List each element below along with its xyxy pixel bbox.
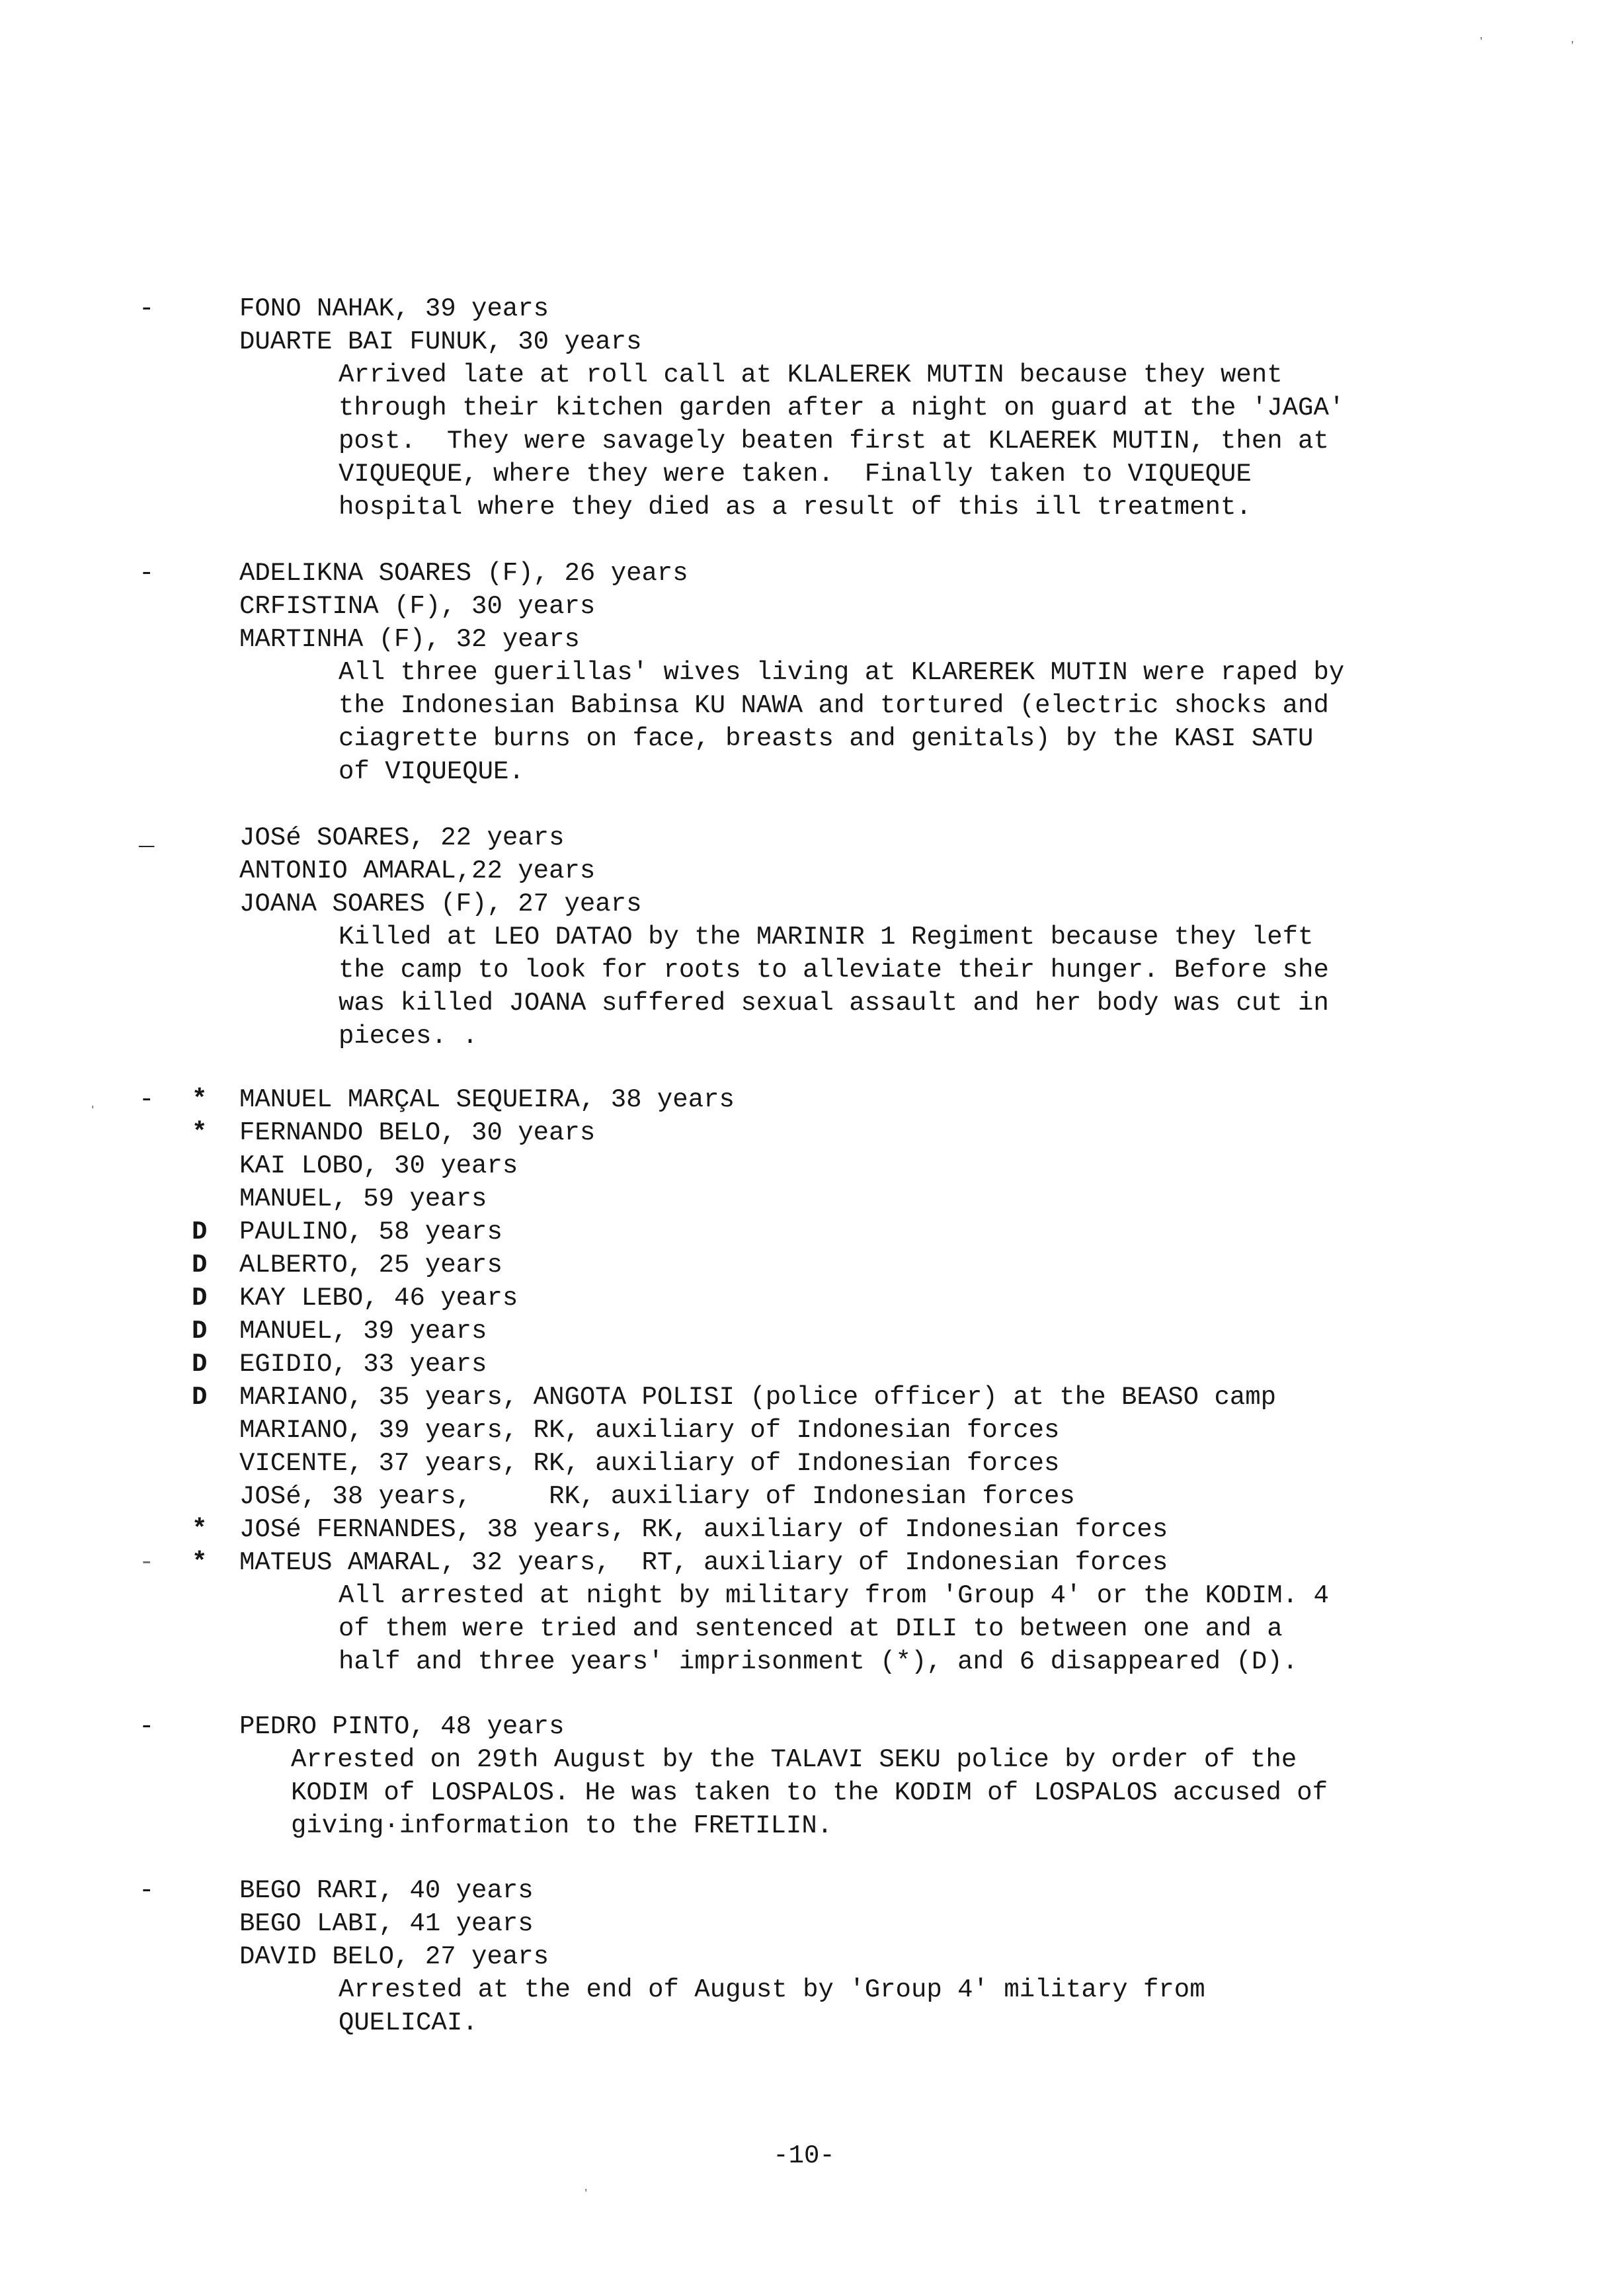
status-mark: *	[192, 1515, 208, 1544]
person-name: JOSé SOARES, 22 years	[239, 823, 565, 852]
person-name: ALBERTO, 25 years	[239, 1250, 502, 1280]
person-name: DAVID BELO, 27 years	[239, 1942, 549, 1971]
description-line: KODIM of LOSPALOS. He was taken to the KODIM of LOSPALOS accused of	[291, 1778, 1328, 1807]
entry-dash: -	[139, 1085, 155, 1114]
description-line: the camp to look for roots to alleviate their hunger. Before she	[339, 956, 1329, 985]
description-line: ciagrette burns on face, breasts and genitals) by the KASI SATU	[339, 724, 1314, 753]
description-line: through their kitchen garden after a night on guard at the 'JAGA'	[339, 393, 1345, 423]
scan-speck: '	[1570, 40, 1576, 51]
status-mark: *	[192, 1548, 208, 1577]
person-name: JOSé FERNANDES, 38 years, RK, auxiliary of Indonesian forces	[239, 1515, 1168, 1544]
person-name: EGIDIO, 33 years	[239, 1350, 487, 1379]
entry-5	[0, 1710, 1608, 1842]
person-name: MARIANO, 35 years, ANGOTA POLISI (police officer) at the BEASO camp	[239, 1383, 1277, 1412]
person-name: ADELIKNA SOARES (F), 26 years	[239, 559, 688, 588]
person-name: VICENTE, 37 years, RK, auxiliary of Indonesian forces	[239, 1449, 1060, 1478]
status-mark: D	[192, 1317, 208, 1346]
description-line: VIQUEQUE, where they were taken. Finally taken to VIQUEQUE	[339, 460, 1252, 489]
person-name: FERNANDO BELO, 30 years	[239, 1118, 596, 1147]
person-name: MARTINHA (F), 32 years	[239, 625, 580, 654]
description-line: half and three years' imprisonment (*), and 6 disappeared (D).	[339, 1647, 1299, 1676]
person-name: MARIANO, 39 years, RK, auxiliary of Indonesian forces	[239, 1416, 1060, 1445]
entry-2	[0, 557, 1608, 788]
entry-dash: -	[139, 1712, 155, 1741]
description-line: QUELICAI.	[339, 2008, 478, 2037]
person-name: DUARTE BAI FUNUK, 30 years	[239, 327, 642, 356]
entry-1	[0, 292, 1608, 524]
person-name: BEGO RARI, 40 years	[239, 1876, 534, 1905]
description-line: Arrested on 29th August by the TALAVI SEKU police by order of the	[291, 1745, 1297, 1774]
person-name: PAULINO, 58 years	[239, 1217, 502, 1247]
person-name: BEGO LABI, 41 years	[239, 1909, 534, 1938]
entry-3	[0, 821, 1608, 1053]
description-line: of them were tried and sentenced at DILI to between one and a	[339, 1614, 1283, 1643]
description-line: Arrived late at roll call at KLALEREK MUTIN because they went	[339, 360, 1283, 390]
description-line: was killed JOANA suffered sexual assault and her body was cut in	[339, 989, 1329, 1018]
description-line: hospital where they died as a result of this ill treatment.	[339, 493, 1252, 522]
entry-dash: -	[139, 294, 155, 323]
entry-dash: -	[139, 1548, 155, 1577]
description-line: post. They were savagely beaten first at KLAEREK MUTIN, then at	[339, 427, 1329, 456]
entry-dash: -	[139, 559, 155, 588]
person-name: JOSé, 38 years, RK, auxiliary of Indonesian forces	[239, 1482, 1075, 1511]
description-line: pieces. .	[339, 1022, 478, 1051]
person-name: MANUEL MARÇAL SEQUEIRA, 38 years	[239, 1085, 735, 1114]
entry-dash: _	[139, 823, 155, 852]
status-mark: D	[192, 1350, 208, 1379]
status-mark: *	[192, 1118, 208, 1147]
description-line: Arrested at the end of August by 'Group 4' military from	[339, 1975, 1205, 2004]
status-mark: D	[192, 1284, 208, 1313]
person-name: MANUEL, 39 years	[239, 1317, 487, 1346]
status-mark: D	[192, 1217, 208, 1247]
scan-speck: '	[1478, 36, 1484, 47]
person-name: JOANA SOARES (F), 27 years	[239, 889, 642, 919]
status-mark: *	[192, 1085, 208, 1114]
entry-4	[0, 1083, 1608, 1678]
entry-dash: -	[139, 1876, 155, 1905]
scan-speck: '	[583, 2188, 589, 2199]
status-mark: D	[192, 1250, 208, 1280]
description-line: the Indonesian Babinsa KU NAWA and tortured (electric shocks and	[339, 691, 1329, 720]
person-name: ANTONIO AMARAL,22 years	[239, 856, 596, 885]
person-name: MANUEL, 59 years	[239, 1184, 487, 1213]
description-line: Killed at LEO DATAO by the MARINIR 1 Regiment because they left	[339, 922, 1314, 952]
person-name: FONO NAHAK, 39 years	[239, 294, 549, 323]
description-line: of VIQUEQUE.	[339, 757, 524, 786]
person-name: KAY LEBO, 46 years	[239, 1284, 518, 1313]
person-name: KAI LOBO, 30 years	[239, 1151, 518, 1180]
person-name: CRFISTINA (F), 30 years	[239, 592, 596, 621]
description-line: giving·information to the FRETILIN.	[291, 1811, 833, 1840]
page-number: -10-	[773, 2141, 835, 2170]
person-name: MATEUS AMARAL, 32 years, RT, auxiliary of Indonesian forces	[239, 1548, 1168, 1577]
description-line: All arrested at night by military from 'Group 4' or the KODIM. 4	[339, 1581, 1329, 1610]
scan-speck: '	[90, 1105, 96, 1116]
entry-6	[0, 1874, 1608, 2039]
description-line: All three guerillas' wives living at KLAREREK MUTIN were raped by	[339, 658, 1345, 687]
person-name: PEDRO PINTO, 48 years	[239, 1712, 565, 1741]
status-mark: D	[192, 1383, 208, 1412]
